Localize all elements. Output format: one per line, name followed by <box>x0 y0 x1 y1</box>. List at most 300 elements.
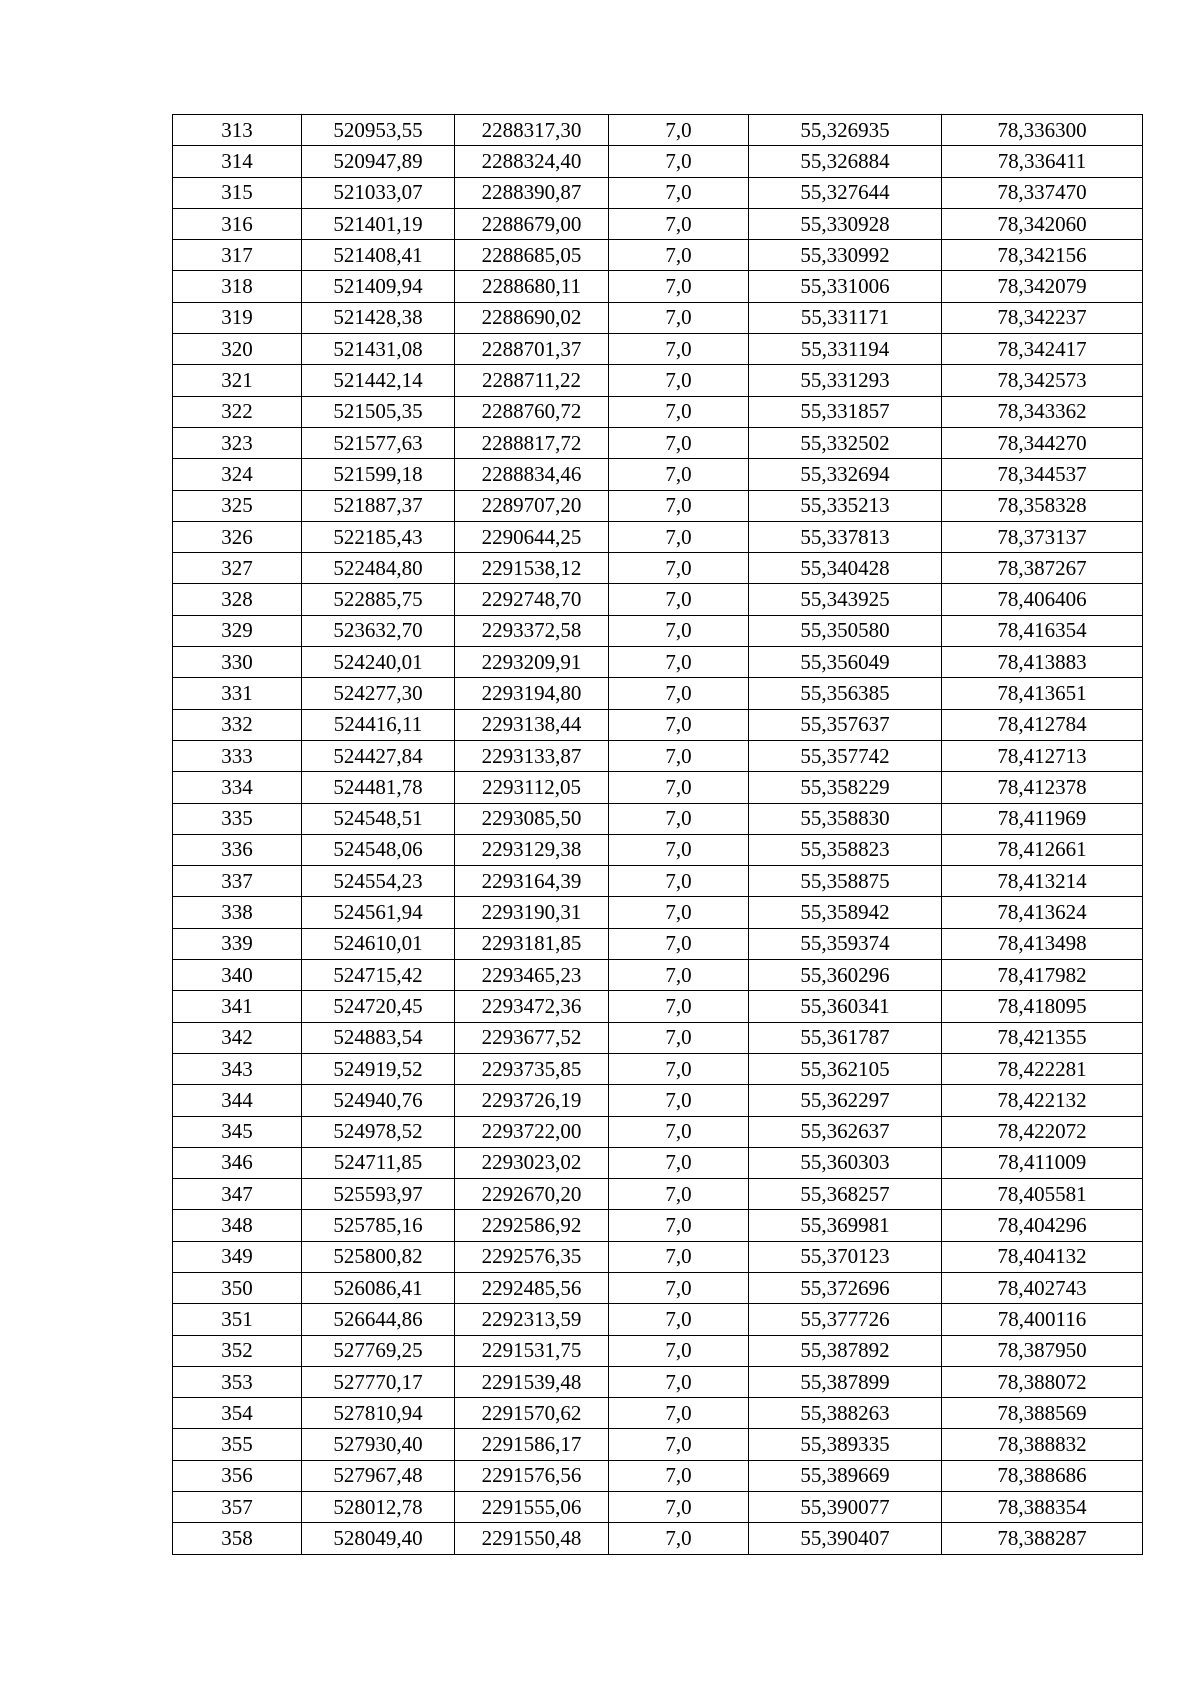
point-number-cell: 325 <box>173 490 302 521</box>
longitude-cell: 78,422281 <box>942 1053 1143 1084</box>
y-coordinate-cell: 2288834,46 <box>455 459 609 490</box>
longitude-cell: 78,412784 <box>942 709 1143 740</box>
table-row <box>173 490 1143 521</box>
latitude-cell: 55,388263 <box>749 1398 942 1429</box>
y-coordinate-cell: 2293726,19 <box>455 1085 609 1116</box>
longitude-cell: 78,413498 <box>942 928 1143 959</box>
point-number-cell: 319 <box>173 302 302 333</box>
value-cell: 7,0 <box>609 1022 749 1053</box>
x-coordinate-cell: 524720,45 <box>302 991 455 1022</box>
latitude-cell: 55,360303 <box>749 1147 942 1178</box>
y-coordinate-cell: 2293472,36 <box>455 991 609 1022</box>
table-row <box>173 365 1143 396</box>
y-coordinate-cell: 2293023,02 <box>455 1147 609 1178</box>
y-coordinate-cell: 2293190,31 <box>455 897 609 928</box>
longitude-cell: 78,417982 <box>942 960 1143 991</box>
longitude-cell: 78,413624 <box>942 897 1143 928</box>
table-row <box>173 1053 1143 1084</box>
latitude-cell: 55,362637 <box>749 1116 942 1147</box>
table-row <box>173 396 1143 427</box>
longitude-cell: 78,413214 <box>942 866 1143 897</box>
point-number-cell: 329 <box>173 615 302 646</box>
table-row <box>173 459 1143 490</box>
x-coordinate-cell: 524554,23 <box>302 866 455 897</box>
latitude-cell: 55,326884 <box>749 146 942 177</box>
x-coordinate-cell: 526644,86 <box>302 1304 455 1335</box>
x-coordinate-cell: 527967,48 <box>302 1460 455 1491</box>
table-row <box>173 1272 1143 1303</box>
y-coordinate-cell: 2288317,30 <box>455 115 609 146</box>
x-coordinate-cell: 528012,78 <box>302 1492 455 1523</box>
point-number-cell: 348 <box>173 1210 302 1241</box>
y-coordinate-cell: 2293465,23 <box>455 960 609 991</box>
x-coordinate-cell: 525593,97 <box>302 1179 455 1210</box>
longitude-cell: 78,387950 <box>942 1335 1143 1366</box>
longitude-cell: 78,412713 <box>942 740 1143 771</box>
table-row <box>173 834 1143 865</box>
value-cell: 7,0 <box>609 834 749 865</box>
longitude-cell: 78,404132 <box>942 1241 1143 1272</box>
y-coordinate-cell: 2289707,20 <box>455 490 609 521</box>
x-coordinate-cell: 527930,40 <box>302 1429 455 1460</box>
latitude-cell: 55,331293 <box>749 365 942 396</box>
y-coordinate-cell: 2293181,85 <box>455 928 609 959</box>
y-coordinate-cell: 2291550,48 <box>455 1523 609 1554</box>
x-coordinate-cell: 524940,76 <box>302 1085 455 1116</box>
point-number-cell: 333 <box>173 740 302 771</box>
value-cell: 7,0 <box>609 1304 749 1335</box>
table-row <box>173 240 1143 271</box>
value-cell: 7,0 <box>609 1366 749 1397</box>
table-row <box>173 584 1143 615</box>
latitude-cell: 55,362105 <box>749 1053 942 1084</box>
longitude-cell: 78,406406 <box>942 584 1143 615</box>
value-cell: 7,0 <box>609 490 749 521</box>
latitude-cell: 55,332502 <box>749 427 942 458</box>
longitude-cell: 78,388569 <box>942 1398 1143 1429</box>
latitude-cell: 55,337813 <box>749 521 942 552</box>
latitude-cell: 55,350580 <box>749 615 942 646</box>
latitude-cell: 55,390407 <box>749 1523 942 1554</box>
point-number-cell: 321 <box>173 365 302 396</box>
point-number-cell: 313 <box>173 115 302 146</box>
value-cell: 7,0 <box>609 960 749 991</box>
point-number-cell: 356 <box>173 1460 302 1491</box>
x-coordinate-cell: 521577,63 <box>302 427 455 458</box>
x-coordinate-cell: 524610,01 <box>302 928 455 959</box>
value-cell: 7,0 <box>609 709 749 740</box>
x-coordinate-cell: 524711,85 <box>302 1147 455 1178</box>
longitude-cell: 78,402743 <box>942 1272 1143 1303</box>
point-number-cell: 339 <box>173 928 302 959</box>
latitude-cell: 55,330928 <box>749 208 942 239</box>
x-coordinate-cell: 524715,42 <box>302 960 455 991</box>
x-coordinate-cell: 524416,11 <box>302 709 455 740</box>
value-cell: 7,0 <box>609 928 749 959</box>
latitude-cell: 55,356385 <box>749 678 942 709</box>
table-row <box>173 334 1143 365</box>
y-coordinate-cell: 2293735,85 <box>455 1053 609 1084</box>
latitude-cell: 55,327644 <box>749 177 942 208</box>
value-cell: 7,0 <box>609 208 749 239</box>
point-number-cell: 340 <box>173 960 302 991</box>
table-row <box>173 866 1143 897</box>
y-coordinate-cell: 2292485,56 <box>455 1272 609 1303</box>
value-cell: 7,0 <box>609 678 749 709</box>
latitude-cell: 55,356049 <box>749 647 942 678</box>
point-number-cell: 343 <box>173 1053 302 1084</box>
longitude-cell: 78,412661 <box>942 834 1143 865</box>
latitude-cell: 55,390077 <box>749 1492 942 1523</box>
point-number-cell: 342 <box>173 1022 302 1053</box>
table-row <box>173 1116 1143 1147</box>
point-number-cell: 331 <box>173 678 302 709</box>
longitude-cell: 78,421355 <box>942 1022 1143 1053</box>
value-cell: 7,0 <box>609 459 749 490</box>
y-coordinate-cell: 2293372,58 <box>455 615 609 646</box>
longitude-cell: 78,416354 <box>942 615 1143 646</box>
latitude-cell: 55,387899 <box>749 1366 942 1397</box>
value-cell: 7,0 <box>609 866 749 897</box>
x-coordinate-cell: 525785,16 <box>302 1210 455 1241</box>
x-coordinate-cell: 521409,94 <box>302 271 455 302</box>
table-row <box>173 928 1143 959</box>
x-coordinate-cell: 521408,41 <box>302 240 455 271</box>
x-coordinate-cell: 527770,17 <box>302 1366 455 1397</box>
x-coordinate-cell: 522185,43 <box>302 521 455 552</box>
y-coordinate-cell: 2288711,22 <box>455 365 609 396</box>
table-row <box>173 647 1143 678</box>
latitude-cell: 55,357637 <box>749 709 942 740</box>
y-coordinate-cell: 2293133,87 <box>455 740 609 771</box>
value-cell: 7,0 <box>609 396 749 427</box>
point-number-cell: 314 <box>173 146 302 177</box>
y-coordinate-cell: 2288679,00 <box>455 208 609 239</box>
point-number-cell: 317 <box>173 240 302 271</box>
point-number-cell: 335 <box>173 803 302 834</box>
value-cell: 7,0 <box>609 521 749 552</box>
x-coordinate-cell: 525800,82 <box>302 1241 455 1272</box>
longitude-cell: 78,342417 <box>942 334 1143 365</box>
value-cell: 7,0 <box>609 334 749 365</box>
table-row <box>173 803 1143 834</box>
point-number-cell: 322 <box>173 396 302 427</box>
value-cell: 7,0 <box>609 1398 749 1429</box>
longitude-cell: 78,342079 <box>942 271 1143 302</box>
y-coordinate-cell: 2293112,05 <box>455 772 609 803</box>
y-coordinate-cell: 2293722,00 <box>455 1116 609 1147</box>
latitude-cell: 55,362297 <box>749 1085 942 1116</box>
value-cell: 7,0 <box>609 1523 749 1554</box>
latitude-cell: 55,369981 <box>749 1210 942 1241</box>
table-row <box>173 1179 1143 1210</box>
y-coordinate-cell: 2291531,75 <box>455 1335 609 1366</box>
point-number-cell: 338 <box>173 897 302 928</box>
table-row <box>173 427 1143 458</box>
value-cell: 7,0 <box>609 803 749 834</box>
value-cell: 7,0 <box>609 240 749 271</box>
latitude-cell: 55,343925 <box>749 584 942 615</box>
x-coordinate-cell: 524883,54 <box>302 1022 455 1053</box>
x-coordinate-cell: 521887,37 <box>302 490 455 521</box>
y-coordinate-cell: 2288817,72 <box>455 427 609 458</box>
table-row <box>173 1335 1143 1366</box>
table-row <box>173 146 1143 177</box>
value-cell: 7,0 <box>609 647 749 678</box>
coordinates-table <box>172 114 1143 1555</box>
table-row <box>173 1492 1143 1523</box>
longitude-cell: 78,388832 <box>942 1429 1143 1460</box>
longitude-cell: 78,342573 <box>942 365 1143 396</box>
point-number-cell: 332 <box>173 709 302 740</box>
x-coordinate-cell: 524978,52 <box>302 1116 455 1147</box>
latitude-cell: 55,331006 <box>749 271 942 302</box>
longitude-cell: 78,388072 <box>942 1366 1143 1397</box>
point-number-cell: 351 <box>173 1304 302 1335</box>
longitude-cell: 78,405581 <box>942 1179 1143 1210</box>
latitude-cell: 55,331857 <box>749 396 942 427</box>
x-coordinate-cell: 528049,40 <box>302 1523 455 1554</box>
point-number-cell: 323 <box>173 427 302 458</box>
x-coordinate-cell: 524277,30 <box>302 678 455 709</box>
point-number-cell: 320 <box>173 334 302 365</box>
point-number-cell: 324 <box>173 459 302 490</box>
point-number-cell: 326 <box>173 521 302 552</box>
value-cell: 7,0 <box>609 1272 749 1303</box>
y-coordinate-cell: 2293164,39 <box>455 866 609 897</box>
y-coordinate-cell: 2292748,70 <box>455 584 609 615</box>
table-row <box>173 615 1143 646</box>
y-coordinate-cell: 2291586,17 <box>455 1429 609 1460</box>
table-row <box>173 772 1143 803</box>
longitude-cell: 78,373137 <box>942 521 1143 552</box>
table-row <box>173 115 1143 146</box>
point-number-cell: 334 <box>173 772 302 803</box>
y-coordinate-cell: 2291555,06 <box>455 1492 609 1523</box>
latitude-cell: 55,360341 <box>749 991 942 1022</box>
y-coordinate-cell: 2293129,38 <box>455 834 609 865</box>
y-coordinate-cell: 2288701,37 <box>455 334 609 365</box>
point-number-cell: 346 <box>173 1147 302 1178</box>
latitude-cell: 55,370123 <box>749 1241 942 1272</box>
x-coordinate-cell: 524561,94 <box>302 897 455 928</box>
table-row <box>173 960 1143 991</box>
value-cell: 7,0 <box>609 177 749 208</box>
latitude-cell: 55,358875 <box>749 866 942 897</box>
y-coordinate-cell: 2291576,56 <box>455 1460 609 1491</box>
latitude-cell: 55,358229 <box>749 772 942 803</box>
point-number-cell: 354 <box>173 1398 302 1429</box>
longitude-cell: 78,342237 <box>942 302 1143 333</box>
longitude-cell: 78,418095 <box>942 991 1143 1022</box>
y-coordinate-cell: 2288390,87 <box>455 177 609 208</box>
x-coordinate-cell: 524548,06 <box>302 834 455 865</box>
value-cell: 7,0 <box>609 1335 749 1366</box>
point-number-cell: 315 <box>173 177 302 208</box>
point-number-cell: 345 <box>173 1116 302 1147</box>
longitude-cell: 78,413651 <box>942 678 1143 709</box>
longitude-cell: 78,342060 <box>942 208 1143 239</box>
coordinates-table-body <box>173 115 1143 1555</box>
point-number-cell: 344 <box>173 1085 302 1116</box>
latitude-cell: 55,358942 <box>749 897 942 928</box>
x-coordinate-cell: 521431,08 <box>302 334 455 365</box>
value-cell: 7,0 <box>609 772 749 803</box>
longitude-cell: 78,336300 <box>942 115 1143 146</box>
latitude-cell: 55,358823 <box>749 834 942 865</box>
x-coordinate-cell: 523632,70 <box>302 615 455 646</box>
latitude-cell: 55,389335 <box>749 1429 942 1460</box>
y-coordinate-cell: 2291539,48 <box>455 1366 609 1397</box>
value-cell: 7,0 <box>609 302 749 333</box>
longitude-cell: 78,343362 <box>942 396 1143 427</box>
x-coordinate-cell: 527810,94 <box>302 1398 455 1429</box>
value-cell: 7,0 <box>609 427 749 458</box>
point-number-cell: 327 <box>173 553 302 584</box>
latitude-cell: 55,360296 <box>749 960 942 991</box>
longitude-cell: 78,387267 <box>942 553 1143 584</box>
x-coordinate-cell: 522484,80 <box>302 553 455 584</box>
table-row <box>173 1085 1143 1116</box>
x-coordinate-cell: 522885,75 <box>302 584 455 615</box>
table-row <box>173 1241 1143 1272</box>
latitude-cell: 55,372696 <box>749 1272 942 1303</box>
value-cell: 7,0 <box>609 1492 749 1523</box>
longitude-cell: 78,337470 <box>942 177 1143 208</box>
latitude-cell: 55,389669 <box>749 1460 942 1491</box>
longitude-cell: 78,342156 <box>942 240 1143 271</box>
value-cell: 7,0 <box>609 1241 749 1272</box>
latitude-cell: 55,359374 <box>749 928 942 959</box>
longitude-cell: 78,358328 <box>942 490 1143 521</box>
latitude-cell: 55,331194 <box>749 334 942 365</box>
x-coordinate-cell: 521428,38 <box>302 302 455 333</box>
value-cell: 7,0 <box>609 365 749 396</box>
value-cell: 7,0 <box>609 584 749 615</box>
y-coordinate-cell: 2293085,50 <box>455 803 609 834</box>
x-coordinate-cell: 524919,52 <box>302 1053 455 1084</box>
value-cell: 7,0 <box>609 1147 749 1178</box>
value-cell: 7,0 <box>609 1460 749 1491</box>
y-coordinate-cell: 2292670,20 <box>455 1179 609 1210</box>
latitude-cell: 55,331171 <box>749 302 942 333</box>
latitude-cell: 55,377726 <box>749 1304 942 1335</box>
longitude-cell: 78,336411 <box>942 146 1143 177</box>
table-row <box>173 1460 1143 1491</box>
latitude-cell: 55,332694 <box>749 459 942 490</box>
value-cell: 7,0 <box>609 1429 749 1460</box>
x-coordinate-cell: 521505,35 <box>302 396 455 427</box>
point-number-cell: 336 <box>173 834 302 865</box>
y-coordinate-cell: 2288324,40 <box>455 146 609 177</box>
x-coordinate-cell: 520947,89 <box>302 146 455 177</box>
point-number-cell: 328 <box>173 584 302 615</box>
value-cell: 7,0 <box>609 740 749 771</box>
point-number-cell: 318 <box>173 271 302 302</box>
table-row <box>173 897 1143 928</box>
table-row <box>173 991 1143 1022</box>
latitude-cell: 55,361787 <box>749 1022 942 1053</box>
table-row <box>173 521 1143 552</box>
x-coordinate-cell: 521599,18 <box>302 459 455 490</box>
point-number-cell: 330 <box>173 647 302 678</box>
x-coordinate-cell: 520953,55 <box>302 115 455 146</box>
table-row <box>173 1022 1143 1053</box>
y-coordinate-cell: 2288685,05 <box>455 240 609 271</box>
longitude-cell: 78,388354 <box>942 1492 1143 1523</box>
table-row <box>173 1147 1143 1178</box>
point-number-cell: 352 <box>173 1335 302 1366</box>
point-number-cell: 355 <box>173 1429 302 1460</box>
y-coordinate-cell: 2288760,72 <box>455 396 609 427</box>
table-row <box>173 302 1143 333</box>
table-row <box>173 1304 1143 1335</box>
value-cell: 7,0 <box>609 146 749 177</box>
point-number-cell: 341 <box>173 991 302 1022</box>
table-row <box>173 1523 1143 1554</box>
y-coordinate-cell: 2293138,44 <box>455 709 609 740</box>
longitude-cell: 78,411969 <box>942 803 1143 834</box>
latitude-cell: 55,368257 <box>749 1179 942 1210</box>
value-cell: 7,0 <box>609 897 749 928</box>
y-coordinate-cell: 2288680,11 <box>455 271 609 302</box>
latitude-cell: 55,387892 <box>749 1335 942 1366</box>
longitude-cell: 78,412378 <box>942 772 1143 803</box>
point-number-cell: 316 <box>173 208 302 239</box>
y-coordinate-cell: 2293209,91 <box>455 647 609 678</box>
longitude-cell: 78,422132 <box>942 1085 1143 1116</box>
table-row <box>173 177 1143 208</box>
value-cell: 7,0 <box>609 1085 749 1116</box>
y-coordinate-cell: 2288690,02 <box>455 302 609 333</box>
longitude-cell: 78,422072 <box>942 1116 1143 1147</box>
point-number-cell: 353 <box>173 1366 302 1397</box>
latitude-cell: 55,357742 <box>749 740 942 771</box>
y-coordinate-cell: 2292576,35 <box>455 1241 609 1272</box>
longitude-cell: 78,411009 <box>942 1147 1143 1178</box>
longitude-cell: 78,344270 <box>942 427 1143 458</box>
y-coordinate-cell: 2293194,80 <box>455 678 609 709</box>
table-row <box>173 1210 1143 1241</box>
y-coordinate-cell: 2291570,62 <box>455 1398 609 1429</box>
value-cell: 7,0 <box>609 271 749 302</box>
longitude-cell: 78,344537 <box>942 459 1143 490</box>
latitude-cell: 55,340428 <box>749 553 942 584</box>
value-cell: 7,0 <box>609 553 749 584</box>
x-coordinate-cell: 524427,84 <box>302 740 455 771</box>
longitude-cell: 78,413883 <box>942 647 1143 678</box>
table-row <box>173 709 1143 740</box>
x-coordinate-cell: 521401,19 <box>302 208 455 239</box>
latitude-cell: 55,330992 <box>749 240 942 271</box>
longitude-cell: 78,388287 <box>942 1523 1143 1554</box>
table-row <box>173 1429 1143 1460</box>
longitude-cell: 78,400116 <box>942 1304 1143 1335</box>
point-number-cell: 349 <box>173 1241 302 1272</box>
latitude-cell: 55,335213 <box>749 490 942 521</box>
table-row <box>173 1366 1143 1397</box>
table-row <box>173 271 1143 302</box>
point-number-cell: 358 <box>173 1523 302 1554</box>
longitude-cell: 78,388686 <box>942 1460 1143 1491</box>
x-coordinate-cell: 524481,78 <box>302 772 455 803</box>
value-cell: 7,0 <box>609 1179 749 1210</box>
point-number-cell: 357 <box>173 1492 302 1523</box>
y-coordinate-cell: 2292586,92 <box>455 1210 609 1241</box>
latitude-cell: 55,326935 <box>749 115 942 146</box>
x-coordinate-cell: 521033,07 <box>302 177 455 208</box>
value-cell: 7,0 <box>609 1210 749 1241</box>
